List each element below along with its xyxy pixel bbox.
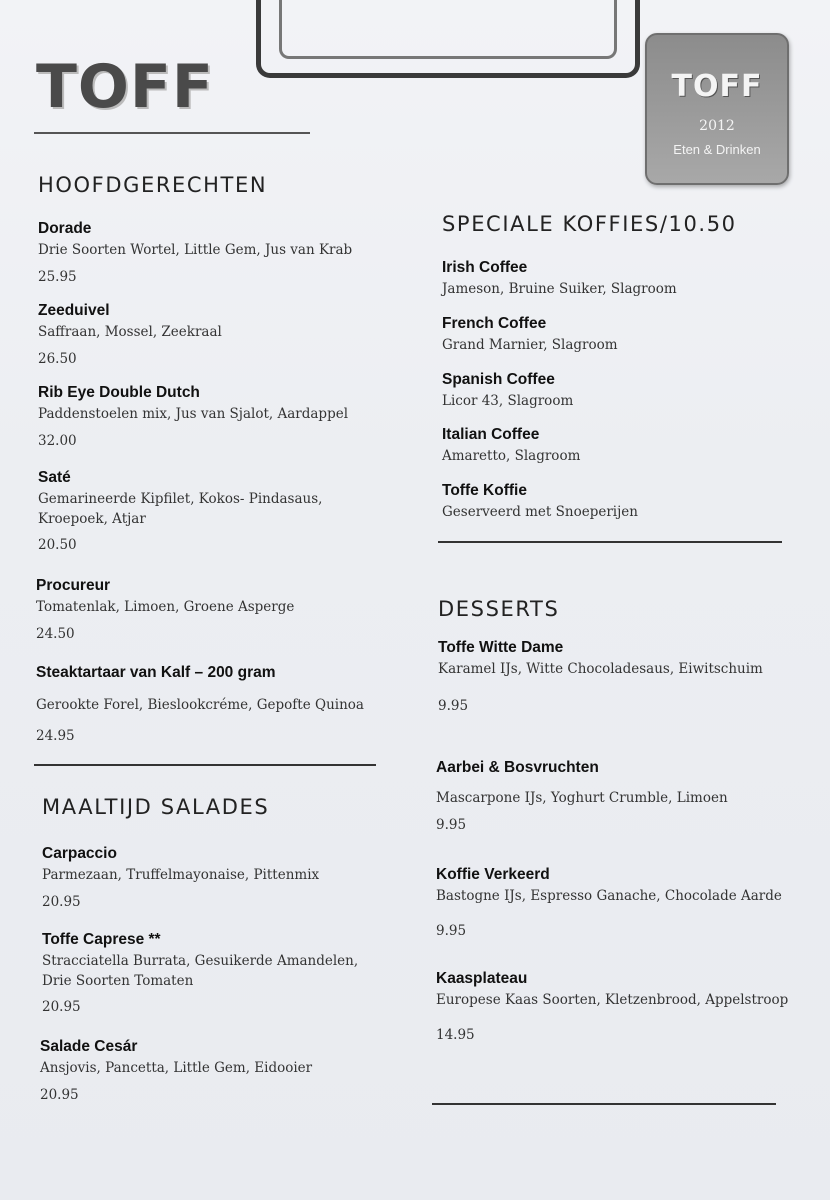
menu-item bbox=[36, 577, 396, 642]
item-price: 20.95 bbox=[42, 999, 81, 1016]
item-price: 24.95 bbox=[36, 727, 75, 744]
item-price: 20.95 bbox=[40, 1086, 79, 1103]
logo-name: TOFF bbox=[671, 69, 763, 104]
item-name: Procureur bbox=[36, 577, 111, 594]
item-name: Koffie Verkeerd bbox=[436, 866, 550, 883]
item-name: Rib Eye Double Dutch bbox=[38, 384, 200, 401]
item-description: Gerookte Forel, Bieslookcréme, Gepofte Quinoa bbox=[36, 697, 364, 713]
menu-item bbox=[436, 970, 806, 1043]
section-title-koffies: SPECIALE KOFFIES/10.50 bbox=[442, 212, 737, 236]
item-price: 20.50 bbox=[38, 537, 77, 554]
item-name: Toffe Witte Dame bbox=[438, 639, 564, 656]
item-name: Steaktartaar van Kalf – 200 gram bbox=[36, 664, 276, 681]
item-name: Italian Coffee bbox=[442, 426, 540, 443]
item-price: 20.95 bbox=[42, 893, 81, 910]
item-price: 32.00 bbox=[38, 432, 77, 449]
item-description: Amaretto, Slagroom bbox=[442, 448, 581, 464]
menu-item bbox=[42, 845, 402, 910]
item-name: Salade Cesár bbox=[40, 1038, 138, 1055]
section-title-desserts: DESSERTS bbox=[438, 597, 560, 621]
item-description: Ansjovis, Pancetta, Little Gem, Eidooier bbox=[40, 1060, 313, 1076]
item-name: Aarbei & Bosvruchten bbox=[436, 759, 599, 776]
menu-item bbox=[42, 931, 387, 1015]
item-description: Mascarpone IJs, Yoghurt Crumble, Limoen bbox=[436, 790, 728, 806]
section-divider bbox=[438, 541, 782, 543]
section-divider bbox=[432, 1103, 776, 1105]
item-price: 9.95 bbox=[436, 816, 467, 833]
item-description: Paddenstoelen mix, Jus van Sjalot, Aardappel bbox=[38, 406, 349, 422]
section-divider bbox=[34, 764, 376, 766]
item-description: Europese Kaas Soorten, Kletzenbrood, Appelstroop bbox=[436, 992, 789, 1008]
item-name: Dorade bbox=[38, 220, 92, 237]
menu-item bbox=[442, 371, 782, 412]
item-description: Grand Marnier, Slagroom bbox=[442, 337, 618, 353]
item-name: Spanish Coffee bbox=[442, 371, 555, 388]
item-description: Gemarineerde Kipfilet, Kokos- Pindasaus, Kroepoek, Atjar bbox=[38, 491, 323, 527]
item-description: Bastogne IJs, Espresso Ganache, Chocolade Aarde bbox=[436, 888, 782, 904]
item-description: Tomatenlak, Limoen, Groene Asperge bbox=[36, 599, 295, 615]
item-name: Toffe Koffie bbox=[442, 482, 527, 499]
brand-title: TOFF bbox=[36, 52, 214, 122]
menu-item bbox=[38, 220, 398, 285]
item-price: 9.95 bbox=[438, 697, 469, 714]
item-description: Saffraan, Mossel, Zeekraal bbox=[38, 324, 222, 340]
menu-item bbox=[38, 469, 338, 553]
item-description: Jameson, Bruine Suiker, Slagroom bbox=[442, 281, 677, 297]
section-title-hoofdgerechten: HOOFDGERECHTEN bbox=[38, 173, 268, 197]
item-name: Zeeduivel bbox=[38, 302, 110, 319]
item-name: French Coffee bbox=[442, 315, 547, 332]
item-price: 24.50 bbox=[36, 625, 75, 642]
item-name: Irish Coffee bbox=[442, 259, 528, 276]
menu-item bbox=[442, 259, 782, 300]
logo-tagline: Eten & Drinken bbox=[673, 142, 761, 157]
section-title-salades: MAALTIJD SALADES bbox=[42, 795, 270, 819]
menu-item bbox=[438, 639, 798, 714]
item-description: Licor 43, Slagroom bbox=[442, 393, 574, 409]
item-name: Toffe Caprese ** bbox=[42, 931, 161, 948]
menu-item bbox=[436, 866, 806, 939]
item-description: Parmezaan, Truffelmayonaise, Pittenmix bbox=[42, 867, 320, 883]
menu-item bbox=[442, 426, 782, 467]
logo-badge bbox=[645, 33, 789, 185]
item-description: Stracciatella Burrata, Gesuikerde Amandelen, Drie Soorten Tomaten bbox=[42, 953, 359, 989]
clipboard-clip bbox=[256, 0, 640, 78]
menu-item bbox=[442, 315, 782, 356]
item-description: Geserveerd met Snoeperijen bbox=[442, 504, 638, 520]
item-name: Saté bbox=[38, 469, 71, 486]
item-description: Drie Soorten Wortel, Little Gem, Jus van Krab bbox=[38, 242, 353, 258]
menu-item bbox=[38, 384, 398, 449]
item-price: 14.95 bbox=[436, 1026, 475, 1043]
menu-item bbox=[442, 482, 782, 523]
item-price: 9.95 bbox=[436, 922, 467, 939]
menu-item bbox=[40, 1038, 400, 1103]
item-price: 26.50 bbox=[38, 350, 77, 367]
logo-year: 2012 bbox=[699, 118, 735, 134]
item-description: Karamel IJs, Witte Chocoladesaus, Eiwitschuim bbox=[438, 661, 763, 677]
brand-divider bbox=[34, 132, 310, 134]
item-name: Carpaccio bbox=[42, 845, 117, 862]
item-price: 25.95 bbox=[38, 268, 77, 285]
menu-item bbox=[38, 302, 398, 367]
menu-item bbox=[436, 759, 796, 833]
menu-item bbox=[36, 664, 416, 744]
item-name: Kaasplateau bbox=[436, 970, 528, 987]
